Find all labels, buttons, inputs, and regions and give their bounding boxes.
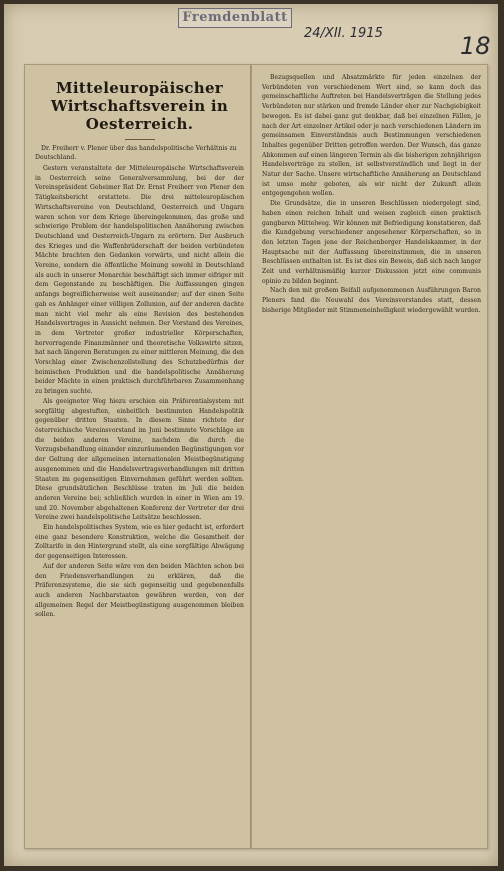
handwritten-page-number: 18 — [460, 32, 491, 60]
article-title-line1: Mitteleuropäischer Wirtschaftsverein in — [50, 79, 229, 115]
clipping-left-column — [24, 64, 251, 849]
handwritten-date: 24/XII. 1915 — [304, 26, 383, 41]
article-byline: Dr. Freiherr v. Plener über das handelspolitische Verhältnis zu Deutschland. — [35, 145, 237, 161]
right-body-text — [262, 73, 481, 316]
left-paragraph: Gestern veranstaltete der Mitteleuropäische Wirtschaftsverein in Oesterreich seine Generalversammlung, bei der der Vereinspräsident Geheimer Rat Dr. Ernst Freiherr von Plener den Tätigkeitsbericht erstattete. Die drei mitteleuropäischen Wirtschaftsvereine von Deutschland, Oesterreich und Ungarn waren schon vor dem Kriege übereingekommen, das große und schwierige Problem der handelspolitischen Annäherung zwischen Deutschland und Oesterreich-Ungarn zu erörtern. Der Ausbruch des Krieges und die Waffenbrüderschaft der beiden verbündeten Mächte brachten den Gedanken vorwärts, und nicht allein die Vereine, sondern die öffentliche Meinung sowohl in Deutschland als auch in unserer Monarchie beschäftigt sich immer eifriger mit dem Gegenstande zu beschäftigen. Die Auffassungen gingen anfangs begreiflicherweise weit auseinander; auf der einen Seite gab es Anhänger einer völligen Zollunion, auf der anderen dachte man nicht viel mehr als eine Revision des bestehenden Handelsvertrages in Aussicht nehmen. Der Vorstand des Vereines, in dem Vertreter großer industrieller Körperschaften, hervorragende Finanzmänner und theoretische Volkswirte sitzen, hat nach längeren Beratungen zu einer mittleren Meinung, die den Vorschlag einer Zwischenzollstellung des Schutzbedürfnis der heimischen Produktion und die handelspolitische Annäherung beider Mächte in einen praktisch durchführbaren Zusammenhang zu bringen suchte. — [35, 165, 244, 396]
article-title — [35, 79, 244, 133]
left-paragraph: Auf der anderen Seite wäre von den beiden Mächten schon bei den Friedensverhandlungen zu erklären, daß die Präferenzsysteme, die sie sich gegenseitig und gegebenenfalls auch anderen Nachbarstaaten gewähren werden, von der allgemeinen Regel der Meistbegünstigung ausgenommen bleiben sollen. — [35, 562, 244, 619]
title-rule — [125, 139, 155, 140]
newspaper-stamp: Fremdenblatt — [178, 8, 292, 28]
left-paragraph: Ein handelspolitisches System, wie es hier gedacht ist, erfordert eine ganz besondere Konstruktion, welche die Gesamtheit der Zolltarife in den Hintergrund stellt, als eine sorgfältige Abwägung der gegenseitigen Interessen. — [35, 524, 244, 561]
right-paragraph: Die Grundsätze, die in unseren Beschlüssen niedergelegt sind, haben einen reichen Inhalt und weisen zugleich einen praktisch gangbaren Mittelweg. Wir können mit Befriedigung konstatieren, daß die Kundgebung verschiedener angesehener Körperschaften, so in den letzten Tagen jene der Reichenberger Handelskammer, in der Hauptsache mit der Auffassung übereinstimmen, die in unseren Beschlüssen enthalten ist. Es ist dies ein Beweis, daß sich nach langer Zeit und verhältnismäßig kurzer Diskussion jetzt eine communis opinio zu bilden beginnt. — [262, 200, 481, 285]
right-paragraph: Nach den mit großem Beifall aufgenommenen Ausführungen Baron Pleners fand die Neuwahl des Vereinsvorstandes statt, dessen bisherige Mitglieder mit Stimmeneinhelligkeit wiedergewählt wurden. — [262, 287, 481, 314]
article-title-line2: Oesterreich. — [85, 115, 194, 133]
left-body-text — [35, 164, 244, 620]
right-paragraph: Bezugsquellen und Absatzmärkte für jeden einzelnen der Verbündeten von verschiedenem Wert sind, so kann doch das gemeinschaftliche Auftreten bei Handelsverträgen die Stellung jedes Verbündeten nur stärken und fremde Länder eher zur Nachgiebigkeit bewegen. Es ist dabei ganz gut denkbar, daß bei einzelnen Fällen, je nach der Art einzelner Artikel oder je nach verschiedenen Ländern im gemeinsamen Einverständnis auch Bestimmungen verschiedenen Inhaltes gegenüber Dritten getroffen werden. Der Wunsch, das ganze Abkommen auf einen längeren Termin als die bisherigen zehnjährigen Handelsverträge zu stellen, ist selbstverständlich und liegt in der Natur der Sache. Unsere wirtschaftliche Annäherung an Deutschland ist umso mehr geboten, als wir nicht der Zukunft allein entgegengehen wollen. — [262, 74, 481, 198]
left-paragraph: Als geeigneter Weg hiezu erschien ein Präferentialsystem mit sorgfältig abgestuften, einheitlich bestimmten Handelspolitik gegenüber dritten Staaten. In diesem Sinne richtete der österreichische Vereinsvorstand im Juni bestimmte Vorschläge an die beiden anderen Vereine, nachdem die durch die Vorzugsbehandlung einander einzuräumenden Begünstigungen vor der Geltung der allgemeinen internationalen Meistbegünstigung ausgenommen und die Handelsvertragsverhandlungen mit dritten Staaten im gegenseitigen Einvernehmen geführt werden sollten. Diese grundsätzlichen Beschlüsse traten im Juli die beiden anderen Vereine bei; schließlich wurden in einer in Wien am 19. und 20. November abgehaltenen Konferenz der Vertreter der drei Vereine zwei handelspolitische Leitsätze beschlossen. — [35, 397, 244, 522]
page-background — [4, 4, 498, 866]
clipping-right-column — [251, 64, 488, 849]
